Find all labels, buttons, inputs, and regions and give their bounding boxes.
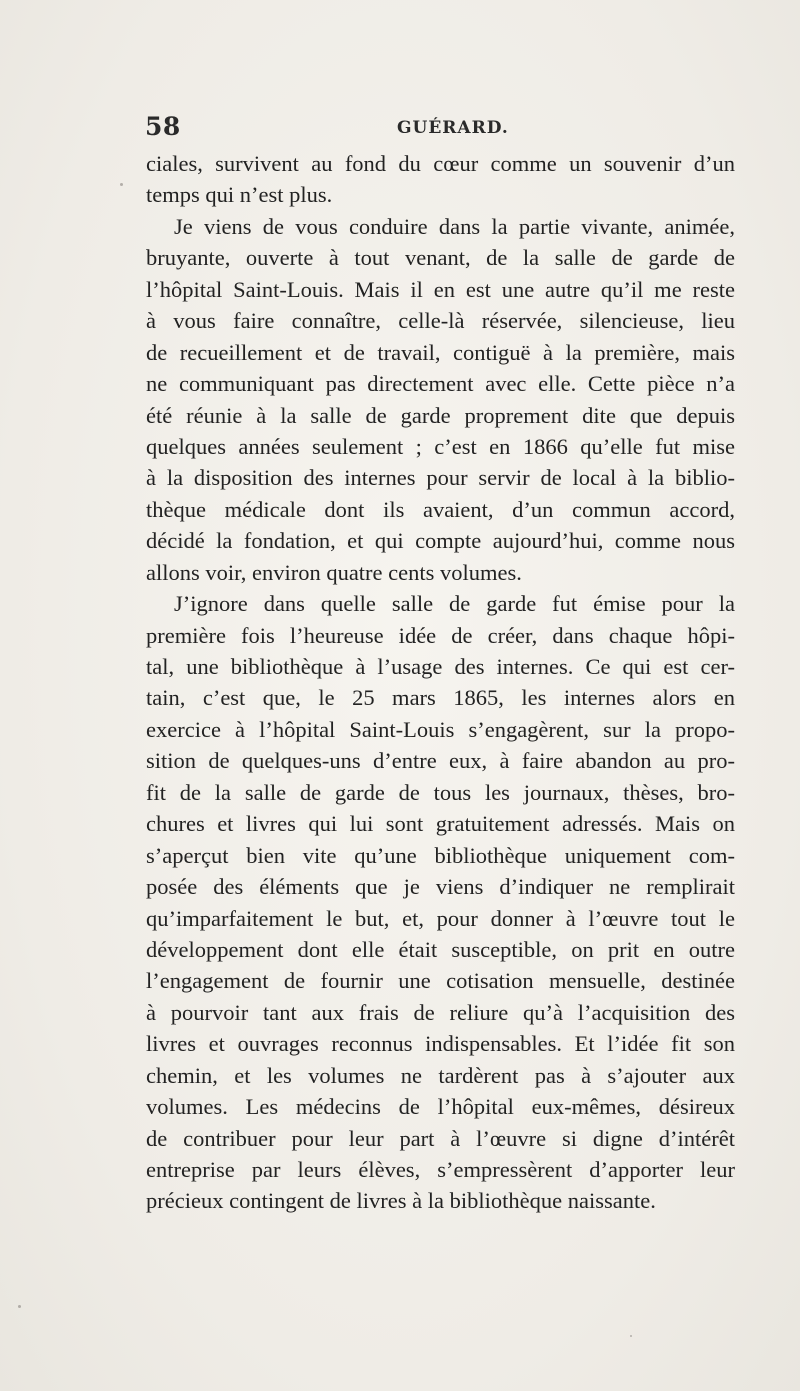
- text-line: ne communiquant pas directement avec elle. Cette pièce n’a: [146, 371, 735, 397]
- text-line: qu’imparfaitement le but, et, pour donner à l’œuvre tout le: [146, 905, 735, 931]
- text-line: ciales, survivent au fond du cœur comme un souvenir d’un: [146, 151, 735, 176]
- page-number: 58: [145, 112, 181, 141]
- text-line: de recueillement et de travail, contiguë à la première, mais: [146, 339, 735, 365]
- text-line: livres et ouvrages reconnus indispensables. Et l’idée fit son: [146, 1031, 735, 1057]
- text-line: Je viens de vous conduire dans la partie vivante, animée,: [174, 213, 735, 239]
- text-line: développement dont elle était susceptible, on prit en outre: [146, 936, 735, 962]
- running-head: GUÉRARD.: [397, 118, 509, 138]
- paper-speck: [18, 1305, 21, 1308]
- text-line: posée des éléments que je viens d’indiquer ne remplirait: [146, 874, 735, 900]
- page-header: [145, 112, 735, 146]
- paper-speck: [630, 1335, 632, 1337]
- text-line: tal, une bibliothèque à l’usage des internes. Ce qui est cer-: [146, 654, 735, 679]
- text-line: entreprise par leurs élèves, s’empressèrent d’apporter leur: [146, 1157, 735, 1182]
- text-line: exercice à l’hôpital Saint-Louis s’engagèrent, sur la propo-: [146, 716, 735, 742]
- text-line: allons voir, environ quatre cents volumes.: [146, 559, 522, 585]
- text-line: s’aperçut bien vite qu’une bibliothèque uniquement com-: [146, 842, 735, 868]
- text-line: première fois l’heureuse idée de créer, dans chaque hôpi-: [146, 622, 735, 648]
- text-line: temps qui n’est plus.: [146, 182, 333, 208]
- text-line: de contribuer pour leur part à l’œuvre si digne d’intérêt: [146, 1125, 735, 1151]
- text-line: tain, c’est que, le 25 mars 1865, les internes alors en: [146, 685, 735, 711]
- text-line: à vous faire connaître, celle-là réservée, silencieuse, lieu: [146, 308, 735, 334]
- text-line: à la disposition des internes pour servir de local à la biblio-: [146, 465, 735, 491]
- text-line: précieux contingent de livres à la bibliothèque naissante.: [146, 1188, 656, 1214]
- text-line: quelques années seulement ; c’est en 1866 qu’elle fut mise: [146, 433, 735, 459]
- text-line: à pourvoir tant aux frais de reliure qu’à l’acquisition des: [146, 999, 735, 1025]
- text-line: chures et livres qui lui sont gratuitement adressés. Mais on: [146, 811, 735, 837]
- text-line: J’ignore dans quelle salle de garde fut émise pour la: [174, 591, 735, 617]
- text-line: l’engagement de fournir une cotisation mensuelle, destinée: [146, 968, 735, 994]
- text-line: bruyante, ouverte à tout venant, de la salle de garde de: [146, 245, 735, 271]
- text-line: sition de quelques-uns d’entre eux, à faire abandon au pro-: [146, 748, 735, 774]
- text-line: thèque médicale dont ils avaient, d’un commun accord,: [146, 496, 735, 522]
- text-line: été réunie à la salle de garde proprement dite que depuis: [146, 402, 735, 428]
- body-text: [146, 148, 735, 1217]
- paper-speck: [120, 183, 123, 186]
- text-line: l’hôpital Saint-Louis. Mais il en est une autre qu’il me reste: [146, 276, 735, 302]
- text-line: volumes. Les médecins de l’hôpital eux-mêmes, désireux: [146, 1094, 735, 1120]
- text-line: fit de la salle de garde de tous les journaux, thèses, bro-: [146, 779, 735, 805]
- text-line: chemin, et les volumes ne tardèrent pas à s’ajouter aux: [146, 1062, 735, 1088]
- text-line: décidé la fondation, et qui compte aujourd’hui, comme nous: [146, 528, 735, 554]
